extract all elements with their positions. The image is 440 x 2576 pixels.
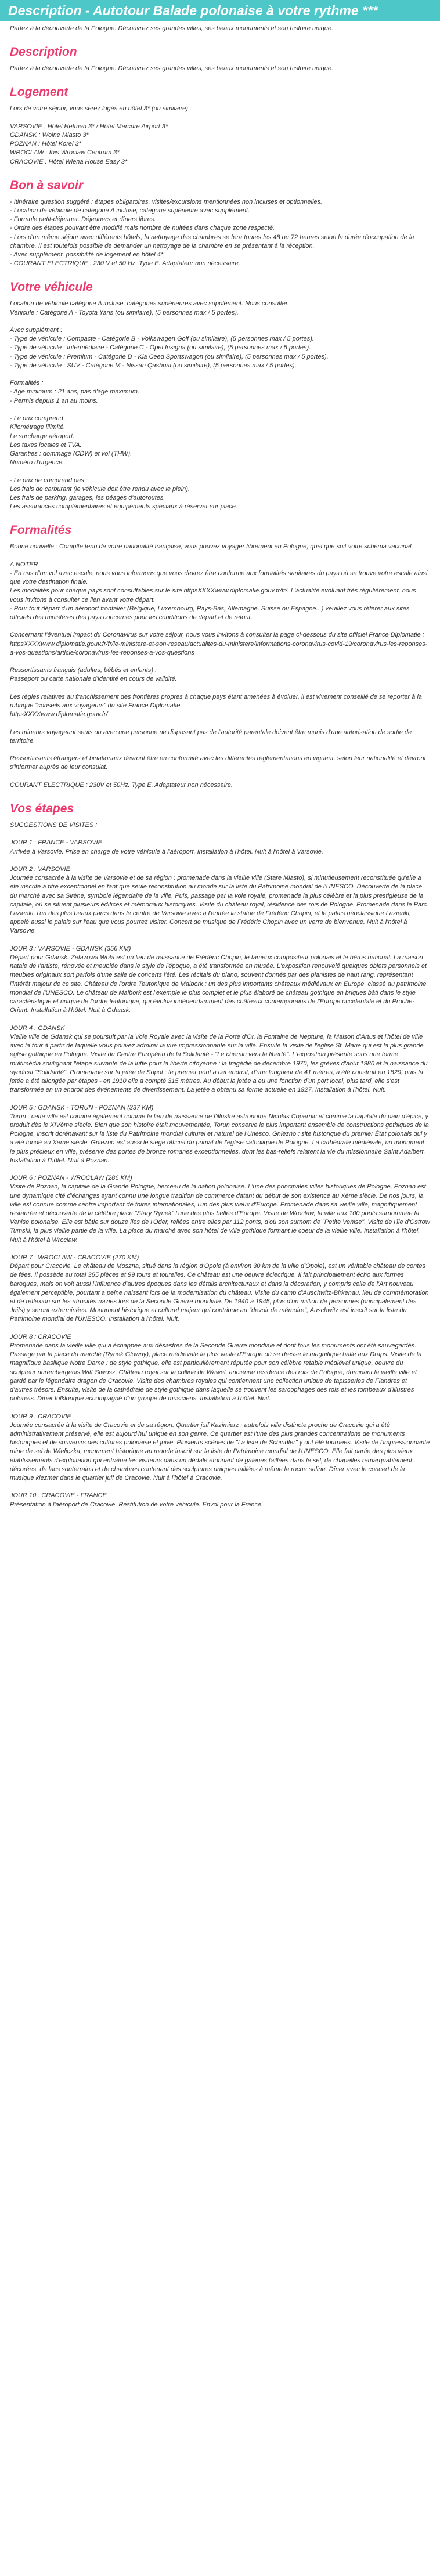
section-description-text: Partez à la découverte de la Pologne. Découvrez ses grandes villes, ses beaux monuments et son histoire unique. [10,65,334,73]
section-logement-text: Lors de votre séjour, vous serez logés en hôtel 3* (ou similaire) : VARSOVIE : Hôtel Hetman 3* / Hôtel Mercure Airport 3* GDANSK : Wolne Miasto 3* POZNAN : Hôtel Korel 3* WROCLAW : Ibis Wroclaw Centrum 3* CRACOVIE : Hôtel Wiena House Easy 3* [10,105,192,165]
section-etapes-heading: Vos étapes [10,802,74,816]
section-vehicule-text: Location de véhicule catégorie A incluse, catégories supérieures avec supplément. Nous consulter. Véhicule : Catégorie A - Toyota Yaris (ou similaire), (5 personnes max / 5 portes). Avec supplément : - Type de véhicule : Compacte - Catégorie B - Volkswagen Golf (ou similaire), (5 personnes max / 5 portes). - Type de véhicule : Intermédiaire - Catégorie C - Opel Insigna (ou similaire), (5 personnes max / 5 portes). - Type de véhicule : Premium - Catégorie D - Kia Ceed Sportswagon (ou similaire), (5 personnes max / 5 portes). - Type de véhicule : SUV - Catégorie M - Nissan Qashqai (ou similaire), (5 personnes max / 5 portes). Formalités : - Age minimum : 21 ans, pas d'âge maximum. - Permis depuis 1 an au moins. - Le prix comprend : Kilométrage illimité. Le surcharge aéroport. Les taxes locales et TVA. Garanties : dommage (CDW) et vol (THW). Numéro d'urgence. - Le prix ne comprend pas : Les frais de carburant (le véhicule doit être rendu avec le plein). Les frais de parking, garages, les péages d'autoroutes. Les assurances complémentaires et équipements spéciaux à réserver sur place. [10,300,329,511]
section-bon-a-savoir-heading: Bon à savoir [10,178,84,192]
intro-text: Partez à la découverte de la Pologne. Découvrez ses grandes villes, ses beaux monuments et son histoire unique. [10,25,334,32]
section-etapes-text: SUGGESTIONS DE VISITES : JOUR 1 : FRANCE - VARSOVIE Arrivée à Varsovie. Prise en charge de votre véhicule à l'aéroport. Installation à l'hôtel. Nuit à l'hôtel à Varsovie. JOUR 2 : VARSOVIE Journée consacrée à la visite de Varsovie et de sa région : promenade dans la vieille ville (Stare Miasto), si minutieusement reconstituée qu'elle a été inscrite à titre exceptionnel en tant que seule reconstitution au monde sur la liste du Patrimoine mondial de l'UNESCO. Découverte de la place du marché avec sa Sirène, symbole légendaire de la ville. Puis, passage par la voie royale, promenade la plus célèbre et la plus prestigieuse de la capitale, où se situent plusieurs édifices et mémoriaux historiques. Visite du château royal, résidence des rois de Pologne. Promenade dans le Parc Lazienki, l'un des plus beaux parcs dans le centre de Varsovie avec à l'entrée la statue de Frédéric Chopin, et le palais néoclassique Lazienki, appelé aussi le palais sur l'eau que vous pourrez visiter. Concert de musique de Frédéric Chopin avec un verre de bienvenue. Nuit à l'hôtel à Varsovie. JOUR 3 : VARSOVIE - GDANSK (356 KM) Départ pour Gdansk. Zelazowa Wola est un lieu de naissance de Frédéric Chopin, le fameux compositeur polonais et le héros national. La maison natale de l'artiste, rénovée et meublée dans le style de l'époque, a été transformée en musée. L'exposition renouvelé quelques objets personnels et meubles originaux sort parfois d'une salle de concerts l'été. Les récitals du piano, souvent donnés par des pianistes de haut rang, représentant l'intérêt majeur de ce site. Château de l'ordre Teutonique de Malbork : un des plus importants châteaux médiévaux en Europe, classé au patrimoine mondial de l'UNESCO. Le château de Malbork est l'exemple le plus complet et le plus élaboré de château gothique en briques bâti dans le style caractéristique et unique de l'ordre teutonique, qui évolua indépendamment des châteaux contemporains de l'Europe occidentale et du Proche-Orient. Installation à l'hôtel. Nuit à Gdansk. JOUR 4 : GDANSK Vieille ville de Gdansk qui se poursuit par la Voie Royale avec la visite de la Porte d'Or, la Fontaine de Neptune, la Maison d'Artus et l'hôtel de ville avec la tour à partir de laquelle vous pouvez admirer la vue impressionnante sur la ville. Ensuite la visite de l'église St. Marie qui est la plus grande église gothique en Pologne. Visite du Centre Européen de la Solidarité - "Le chemin vers la liberté". L'exposition présente sous une forme multimédia soulignant l'étape suivante de la lutte pour la liberté citoyenne : la tragédie de décembre 1970, les grèves d'août 1980 et la naissance du syndicat "Solidarité". Promenade sur la jetée de Sopot : le premier pont à cet endroit, d'une longueur de 41 mètres, a été construit en 1829, puis la jetée a été allongée par étapes - en 1910 elle a compté 315 mètres. Au début la jetée a eu une fonction d'un port local, plus tard, elle s'est transformée en un endroit des événements de divertissement. La jetée a obtenu sa forme actuelle en 1927. Installation à l'hôtel. Nuit. JOUR 5 : GDANSK - TORUN - POZNAN (337 KM) Torun : cette ville est connue également comme le lieu de naissance de l'illustre astronome Nicolas Copernic et comme la capitale du pain d'épice, y produit dès le XIVème siècle. Bien que son histoire était mouvementée, Torun conserve le plus important ensemble de constructions gothiques de la Pologne, inscrit dorénavant sur la liste du Patrimoine mondial culturel et naturel de l'Unesco. Gniezno : site historique du premier État polonais qui y a été fondé au Xème siècle. Gniezno est aussi le siège officiel du primat de l'église catholique de Pologne. La cathédrale médiévale, un monument le plus précieux en ville, préserve des portes de bronze romanes exceptionnelles, dont les bas-reliefs relatent la vie du missionnaire Saint Adalbert. Installation à l'hôtel. Nuit à Poznan. JOUR 6 : POZNAN - WROCLAW (286 KM) Visite de Poznan, la capitale de la Grande Pologne, berceau de la nation polonaise. L'une des principales villes historiques de Pologne, Poznan est une dynamique cité d'échanges ayant connu une longue tradition de commerce datant du début de son existence au Xème siècle. De nos jours, la ville est connue comme centre important de foires internationales, l'un des plus vieux d'Europe. Promenade dans sa vieille ville, magnifiquement restaurée et découverte de la célèbre place "Stary Rynek" l'une des plus belles d'Europe. Visite de Wroclaw, la ville aux 100 ponts surnommée la Venise polonaise. Elle est bâtie sur douze îles de l'Oder, reliées entre elles par 112 ponts, d'où son surnom de "Petite Venise". Visite de l'île d'Ostrow Tumski, la plus vieille partie de la ville. La place du marché avec son hôtel de ville gothique formant le coeur de la vieille ville. Installation à l'hôtel. Nuit à l'hôtel à Wroclaw. JOUR 7 : WROCLAW - CRACOVIE (270 KM) Départ pour Cracovie. Le château de Moszna, situé dans la région d'Opole (à environ 30 km de la ville d'Opole), est un véritable château de contes de fées. Il possède au total 365 pièces et 99 tours et tourelles. Ce château est une oeuvre éclectique. Il fait principalement écho aux formes baroques, mais on voit aussi l'influence d'autres époques dans les détails architecturaux et dans la décoration, y compris celle de l'Art nouveau, également perceptible, pourtant a peine naissant lors de la modernisation du château. Visite du camp d'Auschwitz-Birkenau, lieu de commémoration et de réflexion sur les atrocités nazies lors de la Seconde Guerre mondiale. De 1940 à 1945, plus d'un million de personnes (principalement des Juifs) y seront exterminées. Monument historique et culturel majeur qui contribue au "devoir de mémoire", Auschwitz est inscrit sur la liste du Patrimoine mondial de l'UNESCO. Installation à l'hôtel. Nuit. JOUR 8 : CRACOVIE Promenade dans la vieille ville qui a échappée aux désastres de la Seconde Guerre mondiale et dont tous les monuments ont été sauvegardés. Passage par la place du marché (Rynek Glowny), place médiévale la plus vaste d'Europe où se dresse le magnifique halle aux Draps. Visite de la magnifique basilique Notre Dame : de style gothique, elle est particulièrement réputée pour son célèbre retable médiéval unique, oeuvre du sculpteur nurembergeois Witt Stwosz. Château royal sur la colline de Wawel, ancienne résidence des rois de Pologne, dominant la vieille ville et gardé par le légendaire dragon de Cracovie. Visite des chambres royales qui contiennent une collection unique de tapisseries de Flandres et d'autres trésors. Ensuite, visite de la cathédrale de style gothique dans laquelle se trouvent les sarcophages des rois et les tombeaux d'illustres polonais. Dîner folklorique accompagné d'un groupe de musiciens. Installation à l'hôtel. Nuit. JOUR 9 : CRACOVIE Journée consacrée à la visite de Cracovie et de sa région. Quartier juif Kazimierz : autrefois ville distincte proche de Cracovie qui a été administrativement préservé, elle est aujourd'hui unique en son genre. Ce quartier est l'une des plus grandes concentrations de monuments historiques et de souvenirs des cultures polonaise et juive. Plusieurs scènes de "La liste de Schindler" y ont été tournées. Visite de l'impressionnante mine de sel de Wieliczka, monument historique au monde inscrit sur la liste du Patrimoine mondial de l'UNESCO. Elle fait partie des plus vieux établissements d'exploitation qui entraîne les visiteurs dans un dédale étonnant de galeries taillées dans le sel, de chapelles remarquablement décorées, de lacs souterrains et de chambres contenant des sculptures uniques taillées à même la roche saline. Dîner avec le concert de la musique klezmer dans le quartier juif de Cracovie. Nuit à l'hôtel à Cracovie. JOUR 10 : CRACOVIE - FRANCE Présentation à l'aéroport de Cracovie. Restitution de votre véhicule. Envol pour la France. [10,822,430,1508]
section-description-heading: Description [10,45,77,59]
section-formalites-heading: Formalités [10,523,72,537]
section-logement-heading: Logement [10,85,68,99]
section-bon-a-savoir-text: - Itinéraire question suggéré : étapes obligatoires, visites/excursions mentionnées non incluses et optionnelles. - Location de véhicule de catégorie A incluse, catégorie supérieure avec supplément. - Formule petit-déjeuner. Déjeuners et dîners libres. - Ordre des étapes pouvant être modifié mais nombre de nuitées dans chaque zone respecté. - Lors d'un même séjour avec différents hôtels, la nettoyage des chambres se fera toutes les 48 ou 72 heures selon la durée d'occupation de la chambre. Il est toutefois possible de demander un nettoyage de la chambre en se présentant à la réception. - Avec supplément, possibilité de logement en hôtel 4*. - COURANT ELECTRIQUE : 230 V et 50 Hz. Type E. Adaptateur non nécessaire. [10,198,414,268]
content [0,21,440,1509]
section-formalites-text: Bonne nouvelle : Complte tenu de votre nationalité française, vous pouvez voyager librement en Pologne, quel que soit votre schéma vaccinal. A NOTER - En cas d'un vol avec escale, nous vous informons que vous devrez être conforme aux formalités sanitaires du pays où se trouve votre escale ainsi que votre destination finale. Les modalités pour chaque pays sont consultables sur le site httpsXXXXwww.diplomatie.gouv.fr/fr/. L'actualité évoluant très régulièrement, nous vous invitons à consulter ce lien avant votre départ. - Pour tout départ d'un aéroport frontalier (Belgique, Luxembourg, Pays-Bas, Allemagne, Suisse ou Espagne...) veuillez vous référer aux sites officiels des ministères des pays concernés pour les conditions de départ et de retour. Concernant l'éventuel impact du Coronavirus sur votre séjour, nous vous invitons à consulter la page ci-dessous du site officiel France Diplomatie : httpsXXXXwww.diplomatie.gouv.fr/fr/le-ministere-et-son-reseau/actualites-du-ministere/informations-coronavirus-covid-19/coronavirus-les-reponses-a-vos-questions/article/coronavirus-les-reponses-a-vos-questions Ressortissants français (adultes, bébés et enfants) : Passeport ou carte nationale d'identité en cours de validité. Les règles relatives au franchissement des frontières propres à chaque pays étant amenées à évoluer, il est vivement conseillé de se reporter à la rubrique "conseils aux voyageurs" du site France Diplomatie. httpsXXXXwww.diplomatie.gouv.fr/ Les mineurs voyageant seuls ou avec une personne ne disposant pas de l'autorité parentale doivent être munis d'une autorisation de sortie de territoire. Ressortissants étrangers et binationaux devront être en conformité avec les différentes réglementations en vigueur, selon leur nationalité et devront s'informer auprès de leur consulat. COURANT ELECTRIQUE : 230V et 50Hz. Type E. Adaptateur non nécessaire. [10,543,428,789]
page-title: Description - Autotour Balade polonaise à votre rythme *** [0,0,440,21]
section-vehicule-heading: Votre véhicule [10,280,93,294]
